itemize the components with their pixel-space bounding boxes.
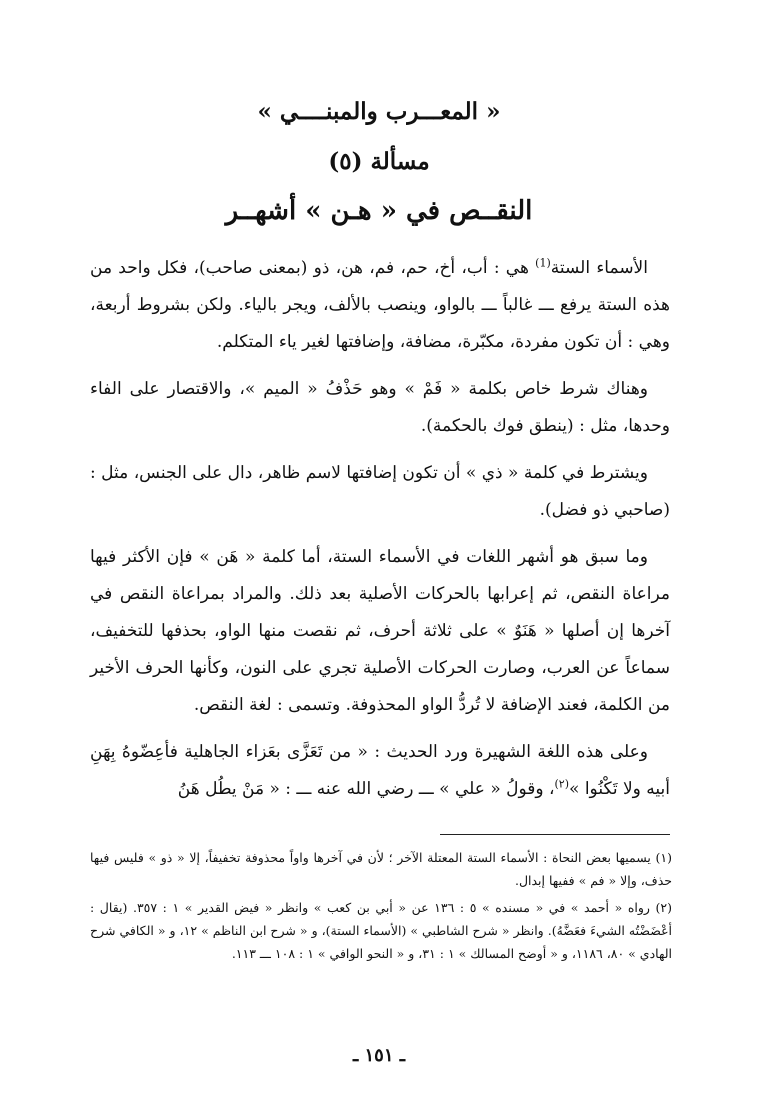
footnotes	[90, 846, 672, 969]
paragraph-1-rest: هي : أب، أخ، حم، فم، هن، ذو (بمعنى صاحب)، فكل واحد من هذه الستة يرفع ـــ غالباً ـــ بالواو، وينصب بالألف، ويجر بالياء. ولكن بشروط أربعة، وهي : أن تكون مفردة، مكبّرة، مضافة، وإضافتها لغير ياء المتكلم.	[90, 258, 670, 352]
page-number: ـ ١٥١ ـ	[352, 1045, 406, 1066]
issue-title: النقــص في « هـن » أشهــر	[225, 196, 533, 226]
paragraph-1-start: الأسماء الستة	[550, 258, 648, 278]
paragraph-5-start: وعلى هذه اللغة الشهيرة ورد الحديث : « من تَعَزَّى بعَزاء الجاهلية فأعِضّوهُ بِهَنِ أبيه ولا تَكْنُوا »	[90, 742, 670, 799]
paragraph-5	[90, 734, 670, 808]
paragraph-1	[90, 250, 670, 361]
paragraph-4: وما سبق هو أشهر اللغات في الأسماء الستة، أما كلمة « هَن » فإن الأكثر فيها مراعاة النقص، ثم إعرابها بالحركات الأصلية بعد ذلك. والمراد بمراعاة النقص في آخرها إن أصلها « هَنَوٌ » على ثلاثة أحرف، ثم نقصت منها الواو، بحذفها للتخفيف، سماعاً عن العرب، وصارت الحركات الأصلية تجري على النون، وكأنها الحرف الأخير من الكلمة، فعند الإضافة لا تُردُّ الواو المحذوفة. وتسمى : لغة النقص.	[90, 547, 670, 715]
paragraph-2: وهناك شرط خاص بكلمة « فَمْ » وهو حَذْفُ « الميم »، والاقتصار على الفاء وحدها، مثل : (ينطق فوك بالحكمة).	[90, 379, 670, 436]
main-text	[90, 250, 670, 818]
footnote-separator	[440, 834, 670, 835]
footnote-2: (٢) رواه « أحمد » في « مسنده » ٥ : ١٣٦ عن « أبي بن كعب » وانظر « فيض القدير » ١ : ٣٥٧. (يقال : أعْضَضْتُه الشيءَ فعَضَّهُ). وانظر « شرح الشاطبي » (الأسماء الستة)، و « شرح ابن الناظم » ١٢، و « الكافي شرح الهادي » ٨٠، ١١٨٦، و « أوضح المسالك » ١ : ٣١، و « النحو الوافي » ١ : ١٠٨ ـــ ١١٣.	[90, 900, 672, 961]
paragraph-5-rest: ، وقولُ « علي » ـــ رضي الله عنه ـــ : « مَنْ يطُل هَنُ	[177, 779, 555, 799]
issue-number: مسألة (٥)	[328, 148, 430, 175]
paragraph-3: ويشترط في كلمة « ذي » أن تكون إضافتها لاسم ظاهر، دال على الجنس، مثل : (صاحبي ذو فضل).	[90, 463, 670, 520]
section-title: « المعـــرب والمبنــــي »	[257, 98, 501, 125]
footnote-1: (١) يسميها بعض النحاة : الأسماء الستة المعتلة الآخر ؛ لأن في آخرها واواً محذوفة تخفيفاً، إلا « ذو » فليس فيها حذف، وإلا « فم » ففيها إبدال.	[90, 850, 672, 888]
footnote-ref-1: (1)	[535, 256, 551, 270]
footnote-ref-2: (٢)	[554, 777, 570, 791]
